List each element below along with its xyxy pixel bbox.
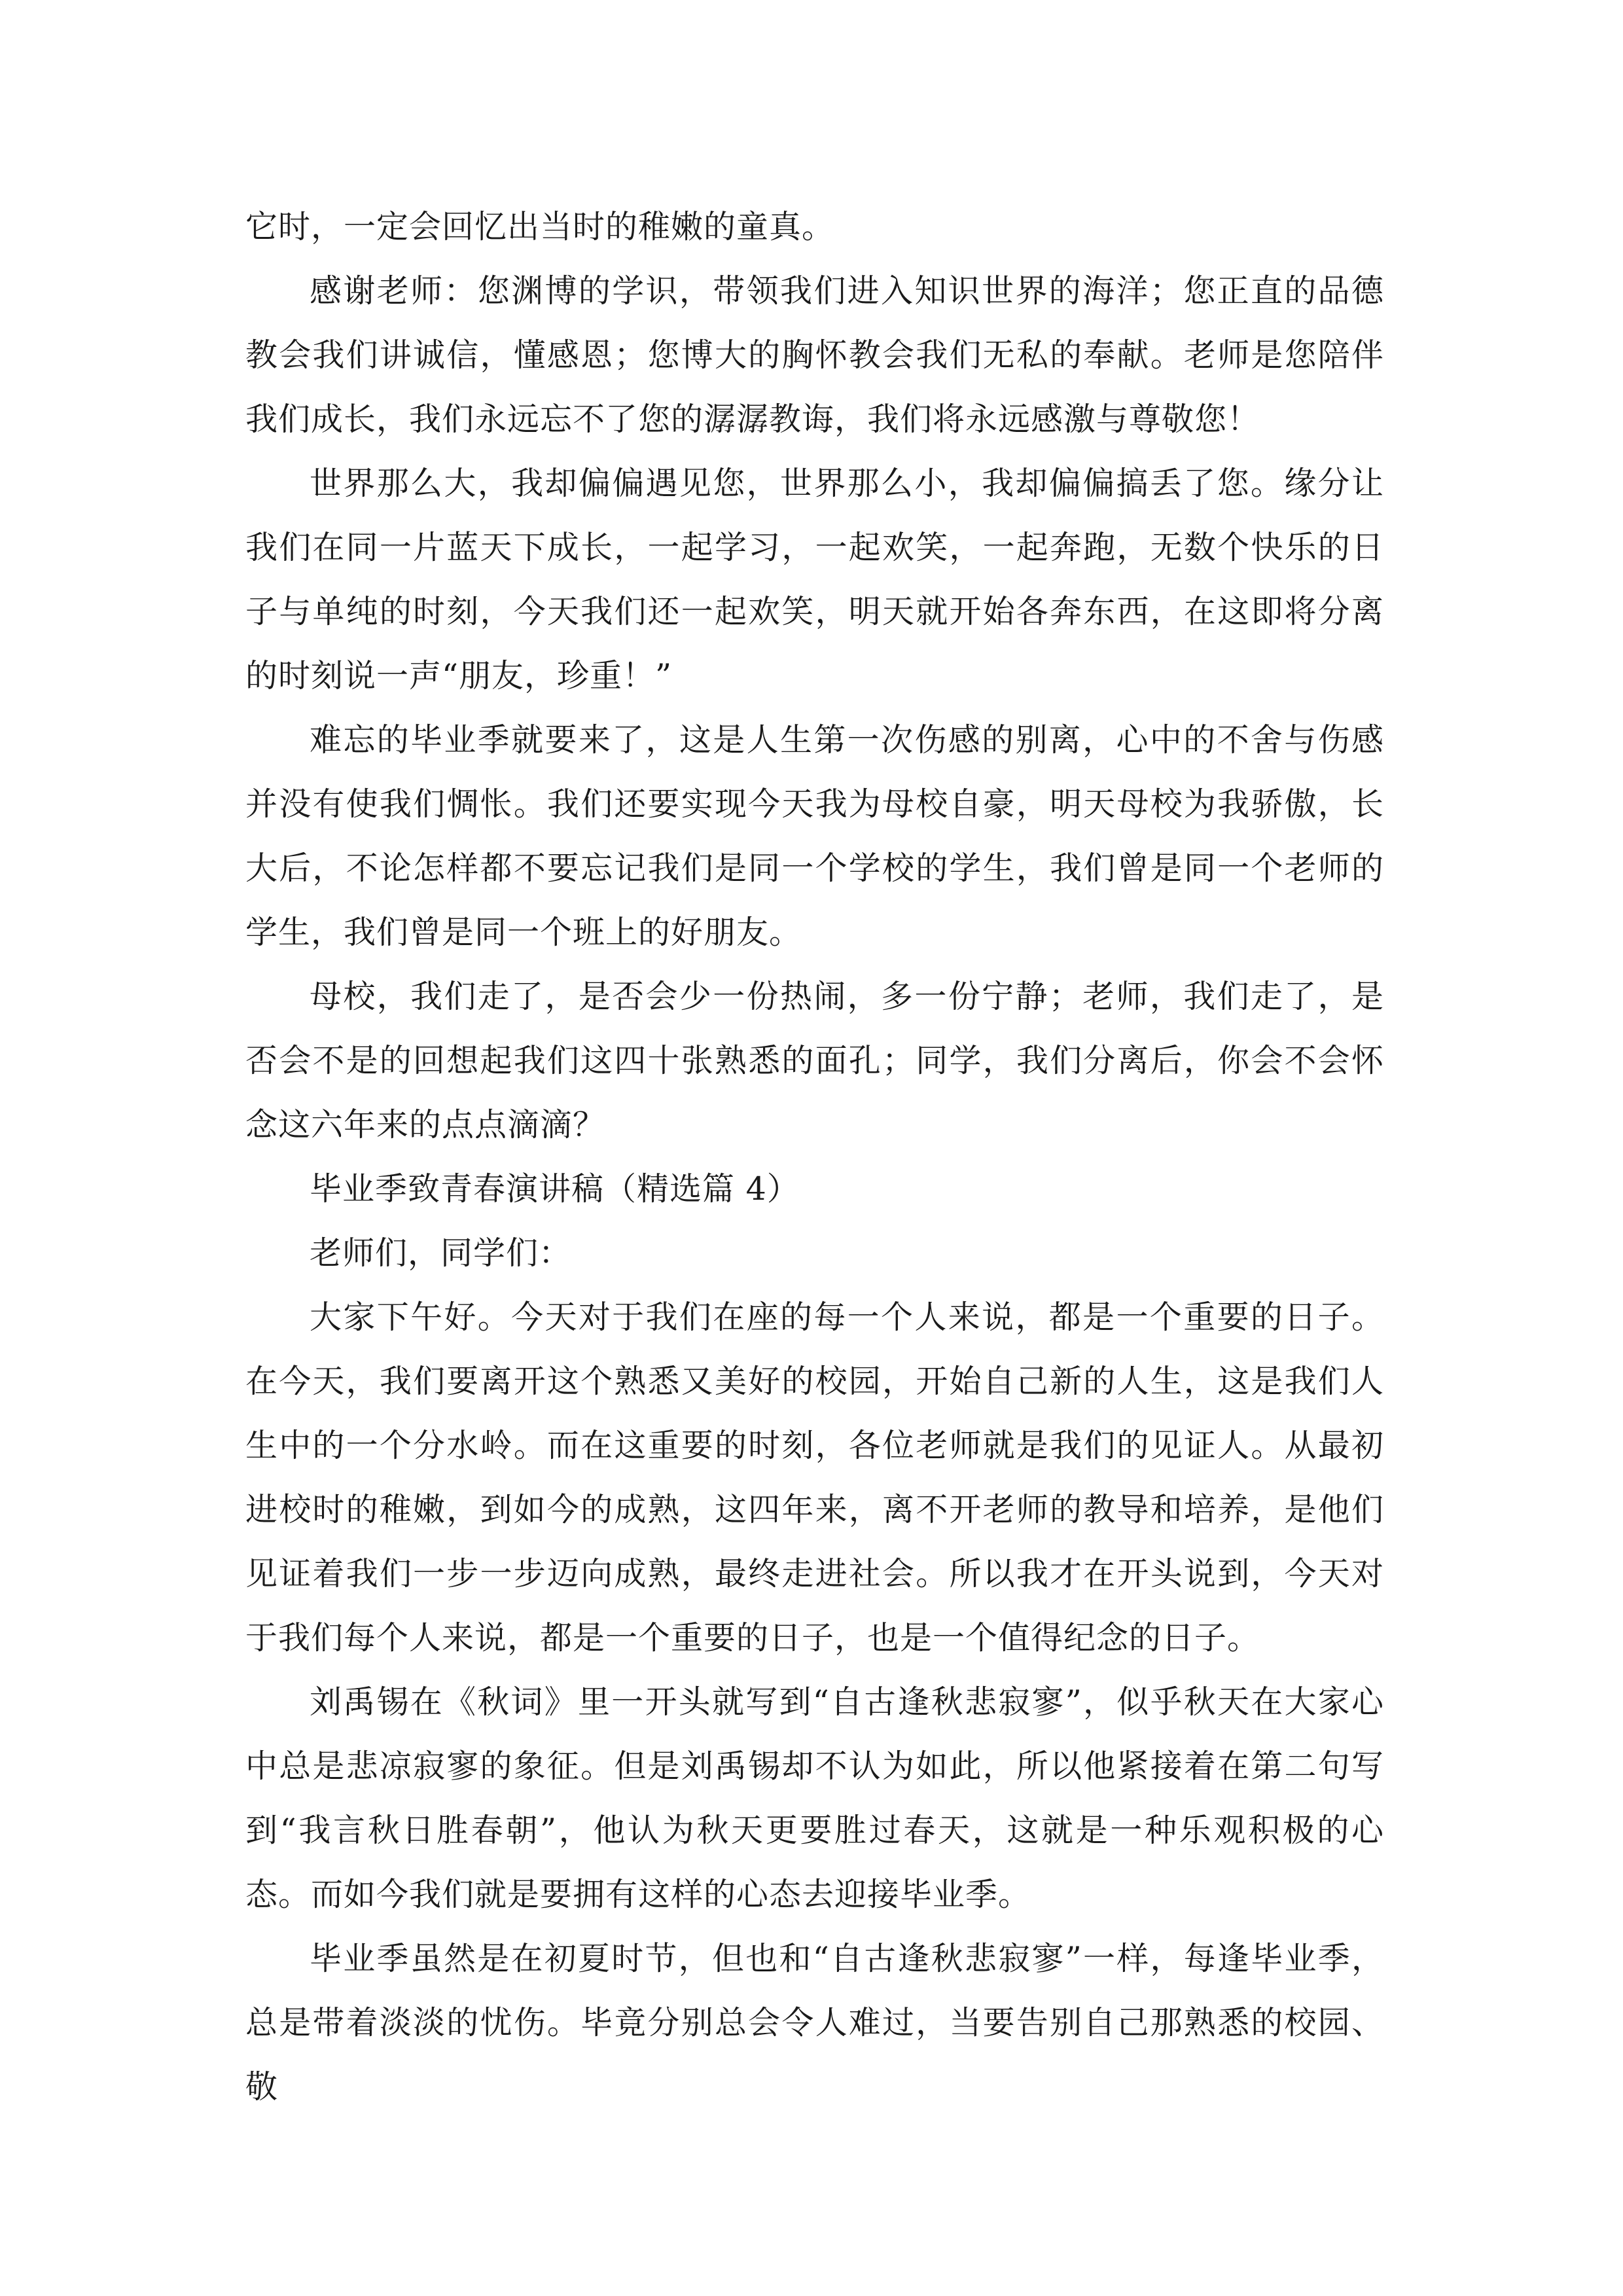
paragraph-thanks-teacher: 感谢老师：您渊博的学识，带领我们进入知识世界的海洋；您正直的品德教会我们讲诚信，懂感恩；您博大的胸怀教会我们无私的奉献。老师是您陪伴我们成长，我们永远忘不了您的潺潺教诲，我们将永远感激与尊敬您！	[245, 272, 1384, 438]
paragraph-early-summer: 毕业季虽然是在初夏时节，但也和“自古逢秋悲寂寥”一样，每逢毕业季，总是带着淡淡的忧伤。毕竟分别总会令人难过，当要告别自己那熟悉的校园、敬	[245, 1940, 1384, 2106]
paragraph-continued: 它时，一定会回忆出当时的稚嫩的童真。	[245, 208, 835, 245]
paragraph-greeting: 大家下午好。今天对于我们在座的每一个人来说，都是一个重要的日子。在今天，我们要离开这个熟悉又美好的校园，开始自己新的人生，这是我们人生中的一个分水岭。而在这重要的时刻，各位老师就是我们的见证人。从最初进校时的稚嫩，到如今的成熟，这四年来，离不开老师的教导和培养，是他们见证着我们一步一步迈向成熟，最终走进社会。所以我才在开头说到，今天对于我们每个人来说，都是一个重要的日子，也是一个值得纪念的日子。	[245, 1299, 1384, 1657]
paragraph-world: 世界那么大，我却偏偏遇见您，世界那么小，我却偏偏搞丢了您。缘分让我们在同一片蓝天下成长，一起学习，一起欢笑，一起奔跑，无数个快乐的日子与单纯的时刻，今天我们还一起欢笑，明天就开始各奔东西，在这即将分离的时刻说一声“朋友，珍重！”	[245, 465, 1384, 694]
paragraph-autumn-poem: 刘禹锡在《秋词》里一开头就写到“自古逢秋悲寂寥”，似乎秋天在大家心中总是悲凉寂寥的象征。但是刘禹锡却不认为如此，所以他紧接着在第二句写到“我言秋日胜春朝”，他认为秋天更要胜过春天，这就是一种乐观积极的心态。而如今我们就是要拥有这样的心态去迎接毕业季。	[245, 1683, 1384, 1913]
paragraph-alma-mater: 母校，我们走了，是否会少一份热闹，多一份宁静；老师，我们走了，是否会不是的回想起我们这四十张熟悉的面孔；同学，我们分离后，你会不会怀念这六年来的点点滴滴？	[245, 978, 1384, 1143]
salutation: 老师们，同学们：	[310, 1234, 572, 1272]
section-heading: 毕业季致青春演讲稿（精选篇 4）	[310, 1170, 800, 1208]
paragraph-graduation-season: 难忘的毕业季就要来了，这是人生第一次伤感的别离，心中的不舍与伤感并没有使我们惆怅。我们还要实现今天我为母校自豪，明天母校为我骄傲，长大后，不论怎样都不要忘记我们是同一个学校的学生，我们曾是同一个老师的学生，我们曾是同一个班上的好朋友。	[245, 721, 1384, 951]
document-body	[245, 195, 1384, 2119]
